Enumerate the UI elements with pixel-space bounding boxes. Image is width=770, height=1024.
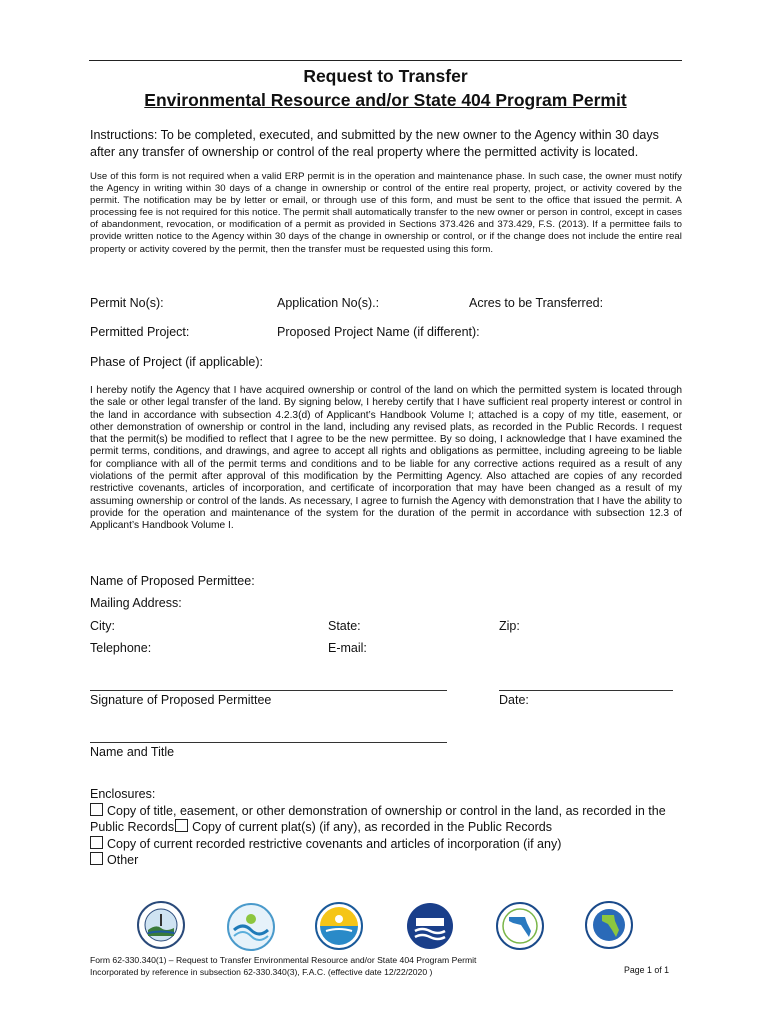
permittee-name-label: Name of Proposed Permittee:	[90, 574, 255, 588]
name-title-label: Name and Title	[90, 745, 175, 759]
enclosure-title-text: Copy of title, easement, or other demonstration of ownership or control in the land, as recorded in the	[107, 803, 666, 818]
enclosure-other-text: Other	[107, 853, 139, 867]
enclosures-heading: Enclosures:	[90, 787, 156, 801]
sfwmd-seal-icon	[584, 900, 634, 950]
name-title-line[interactable]	[90, 742, 447, 743]
mailing-address-label: Mailing Address:	[90, 596, 182, 610]
acres-label: Acres to be Transferred:	[469, 296, 604, 310]
checkbox-title[interactable]	[90, 803, 103, 816]
enclosure-item-covenants	[90, 836, 690, 853]
enclosure-item-title	[90, 803, 690, 820]
zip-label: Zip:	[499, 619, 520, 633]
signature-line[interactable]	[90, 690, 447, 691]
swfwmd-logo-icon	[405, 901, 455, 951]
nwfwmd-seal-icon	[136, 900, 186, 950]
header-rule	[89, 60, 682, 61]
enclosure-covenants-text: Copy of current recorded restrictive covenants and articles of incorporation (if any)	[107, 836, 562, 851]
email-label: E-mail:	[328, 641, 367, 655]
permitted-project-label: Permitted Project:	[90, 325, 190, 339]
notice-paragraph: Use of this form is not required when a valid ERP permit is in the operation and maintenance phase. In such case, the owner must notify the Agency in writing within 30 days of a change in ownership or control of the entire real property, project, or activity covered by the permit. The notification may be by letter or email, or through use of this form, and must be sent to the office that issued the permit. A processing fee is not required for this notice. The permit shall automatically transfer to the new owner or person in control, except in cases of abandonment, revocation, or modification of a permit as provided in Sections 373.426 and 373.429, F.S. (2013). If a permittee fails to provide written notice to the Agency within 30 days of the change in ownership or control, or if the change does not include the entire real property or activity covered by the permit, then the transfer must be requested using this form.	[90, 171, 682, 255]
date-line[interactable]	[499, 690, 673, 691]
dep-logo-icon	[495, 901, 545, 951]
enclosure-item-other	[90, 852, 690, 869]
signature-label: Signature of Proposed Permittee	[90, 693, 272, 707]
city-label: City:	[90, 619, 115, 633]
enclosures-section	[90, 787, 690, 869]
checkbox-covenants[interactable]	[90, 836, 103, 849]
form-title: Request to Transfer	[303, 66, 468, 86]
page-number: Page 1 of 1	[624, 965, 669, 975]
enclosure-plat-text: Copy of current plat(s) (if any), as recorded in the Public Records	[192, 820, 552, 834]
certification-paragraph: I hereby notify the Agency that I have acquired ownership or control of the land on which the permitted system is located through the sale or other legal transfer of the land. By signing below, I hereby certify that I have sufficient real property interest or control in the land in accordance with subsection 4.2.3(d) of Applicant’s Handbook Volume I; attached is a copy of my title, easement, or other demonstration of ownership or control in the land, including any revised plats, as recorded in the Public Records. I request that the permit(s) be modified to reflect that I agree to be the new permittee. By so doing, I acknowledge that I have examined the permit terms, conditions, and drawings, and agree to accept all rights and obligations as permittee, including agreeing to be liable for compliance with all of the permit terms and conditions and to be liable for any corrective actions required as a result of any violations of the permit after approval of this modification by the Permitting Agency. Also attached are copies of any recorded restrictive covenants, articles of incorporation, and certificate of incorporation that may have been changed as a result of my assuming ownership or control of the lands. As necessary, I agree to furnish the Agency with demonstration that I have the ability to provide for the operation and maintenance of the system for the duration of the permit in accordance with subsection 12.3 of Applicant’s Handbook Volume I.	[90, 385, 682, 532]
form-subtitle-text: Environmental Resource and/or State 404 Program Permit	[144, 90, 627, 110]
application-nos-label: Application No(s).:	[277, 296, 380, 310]
sjrwmd-logo-icon	[314, 901, 364, 951]
checkbox-other[interactable]	[90, 852, 103, 865]
enclosure-item-plat	[90, 819, 690, 836]
form-subtitle	[89, 90, 682, 111]
permit-nos-label: Permit No(s):	[90, 296, 164, 310]
proposed-project-name-label: Proposed Project Name (if different):	[277, 325, 480, 339]
phase-label: Phase of Project (if applicable):	[90, 355, 264, 369]
footer-reference-line: Incorporated by reference in subsection 62-330.340(3), F.A.C. (effective date 12/22/2020 )	[90, 967, 433, 977]
state-label: State:	[328, 619, 361, 633]
date-label: Date:	[499, 693, 529, 707]
enclosure-title-text-cont: Public Records	[90, 820, 175, 834]
footer-form-line: Form 62-330.340(1) – Request to Transfer Environmental Resource and/or State 404 Program Permit	[90, 955, 477, 965]
checkbox-plat[interactable]	[175, 819, 188, 832]
telephone-label: Telephone:	[90, 641, 152, 655]
srwmd-logo-icon	[226, 902, 276, 952]
instructions: Instructions: To be completed, executed, and submitted by the new owner to the Agency within 30 days after any transfer of ownership or control of the real property where the permitted activity is located.	[90, 128, 659, 159]
footer	[90, 954, 476, 978]
